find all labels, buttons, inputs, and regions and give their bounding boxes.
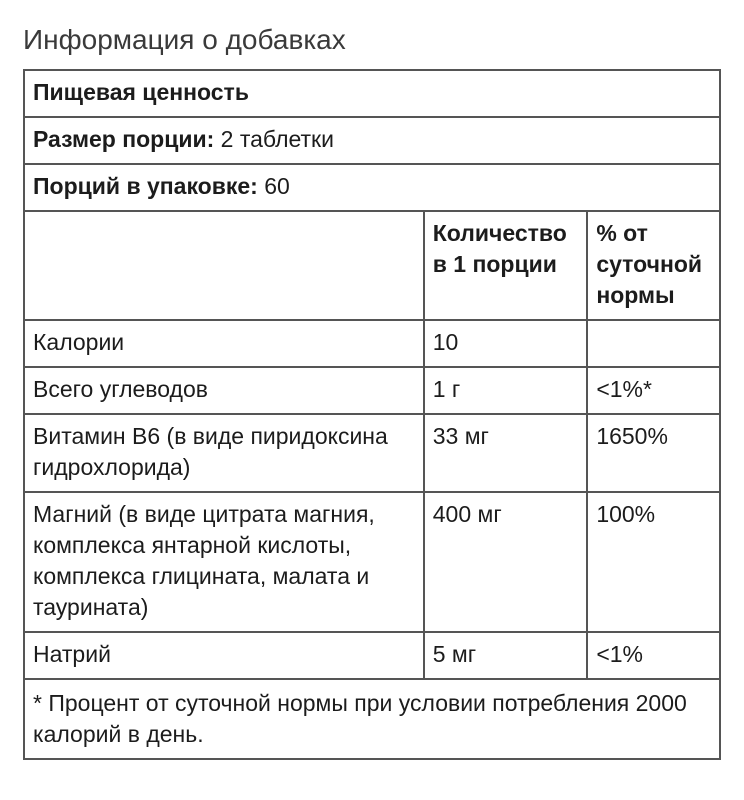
nutrient-amount: 5 мг — [424, 632, 588, 679]
table-row — [24, 320, 720, 367]
footnote-row — [24, 679, 720, 759]
header-empty-cell — [24, 211, 424, 320]
table-row — [24, 632, 720, 679]
nutrient-name: Всего углеводов — [24, 367, 424, 414]
servings-value: 60 — [257, 173, 290, 199]
header-amount: Количество в 1 порции — [424, 211, 588, 320]
nutrient-name: Магний (в виде цитрата магния, комплекса янтарной кислоты, комплекса глицината, малата и таурината) — [24, 492, 424, 632]
nutrient-name: Калории — [24, 320, 424, 367]
servings-per-container-row — [24, 164, 720, 211]
nutrient-daily-value: <1%* — [587, 367, 720, 414]
page-title: Информация о добавках — [23, 24, 346, 55]
table-row — [24, 367, 720, 414]
header-daily-value: % от суточной нормы — [587, 211, 720, 320]
nutrient-name: Витамин B6 (в виде пиридоксина гидрохлорида) — [24, 414, 424, 492]
nutrient-amount: 10 — [424, 320, 588, 367]
table-row — [24, 414, 720, 492]
servings-label: Порций в упаковке: — [33, 173, 258, 199]
nutrient-daily-value: <1% — [587, 632, 720, 679]
servings-per-container — [24, 164, 720, 211]
serving-size-value: 2 таблетки — [214, 126, 334, 152]
table-heading-row — [24, 70, 720, 117]
nutrient-daily-value: 1650% — [587, 414, 720, 492]
table-heading: Пищевая ценность — [24, 70, 720, 117]
column-header-row — [24, 211, 720, 320]
nutrient-amount: 400 мг — [424, 492, 588, 632]
table-row — [24, 492, 720, 632]
supplement-facts-table — [23, 69, 721, 760]
nutrient-daily-value — [587, 320, 720, 367]
serving-size — [24, 117, 720, 164]
nutrient-name: Натрий — [24, 632, 424, 679]
nutrient-amount: 33 мг — [424, 414, 588, 492]
serving-size-row — [24, 117, 720, 164]
footnote: * Процент от суточной нормы при условии потребления 2000 калорий в день. — [24, 679, 720, 759]
serving-size-label: Размер порции: — [33, 126, 215, 152]
nutrient-daily-value: 100% — [587, 492, 720, 632]
nutrient-amount: 1 г — [424, 367, 588, 414]
